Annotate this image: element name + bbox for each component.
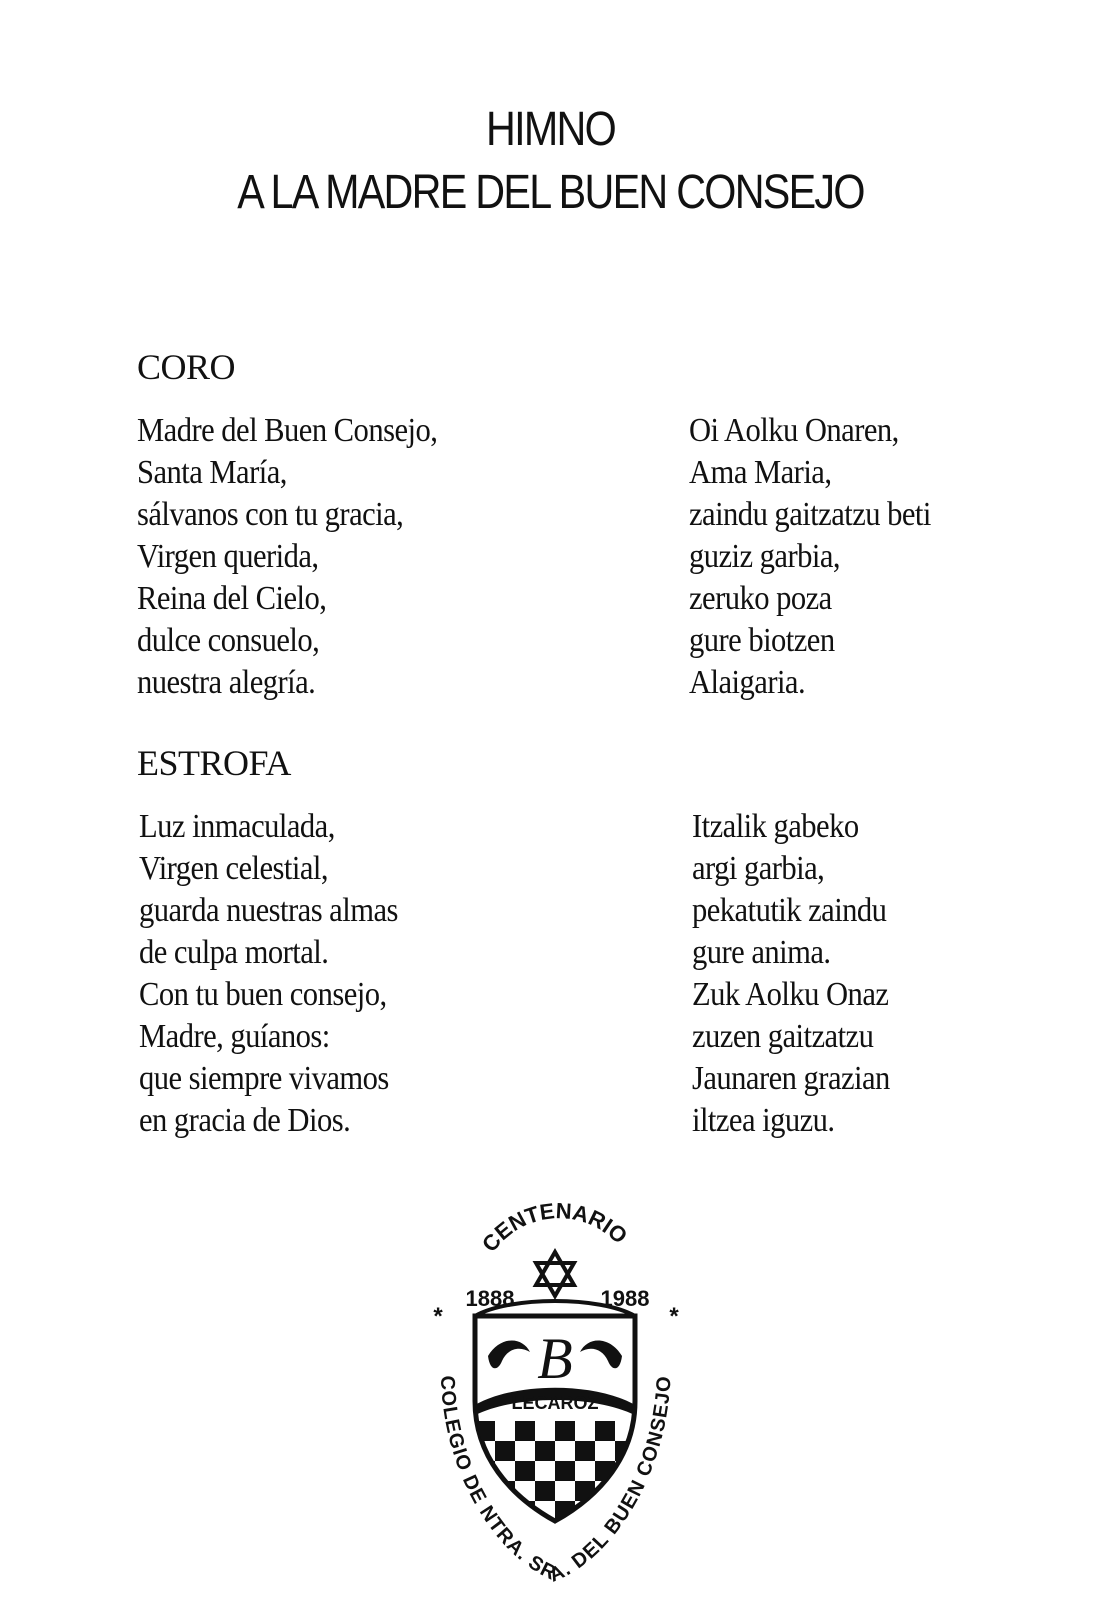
coro-basque (689, 410, 931, 704)
verse-line: iltzea iguzu. (692, 1102, 835, 1139)
estrofa-basque (692, 806, 890, 1142)
verse-line: argi garbia, (692, 850, 825, 887)
verse-line: gure anima. (692, 934, 831, 971)
verse-line: Itzalik gabeko (692, 808, 859, 845)
seal-arc-top: CENTENARIO (476, 1198, 633, 1257)
verse-line: Luz inmaculada, (139, 808, 335, 845)
verse-line: Reina del Cielo, (137, 580, 327, 617)
title-line-1: HIMNO (486, 103, 615, 156)
verse-line: nuestra alegría. (137, 664, 316, 701)
verse-line: Madre del Buen Consejo, (137, 412, 438, 449)
seal-year-end: 1988 (600, 1286, 650, 1311)
verse-line: Ama Maria, (689, 454, 832, 491)
verse-line: zuzen gaitzatzu (692, 1018, 874, 1055)
seal-banner: LECAROZ (511, 1393, 599, 1413)
verse-line: en gracia de Dios. (139, 1102, 351, 1139)
verse-line: guziz garbia, (689, 538, 841, 575)
verse-line: Jaunaren grazian (692, 1060, 890, 1097)
title-line-2: A LA MADRE DEL BUEN CONSEJO (237, 166, 864, 219)
estrofa-spanish (139, 806, 398, 1142)
verse-line: zaindu gaitzatzu beti (689, 496, 931, 533)
verse-line: Zuk Aolku Onaz (692, 976, 889, 1013)
coro-heading: CORO (137, 347, 236, 387)
seal-monogram: B (537, 1326, 573, 1391)
seal-separator-left: * (433, 1303, 443, 1330)
estrofa-heading: ESTROFA (137, 743, 291, 783)
verse-line: zeruko poza (689, 580, 832, 617)
verse-line: gure biotzen (689, 622, 835, 659)
star-of-david-icon (536, 1252, 574, 1296)
verse-line: Virgen celestial, (139, 850, 328, 887)
seal-year-start: 1888 (465, 1286, 515, 1311)
verse-line: Alaigaria. (689, 664, 806, 701)
verse-line: de culpa mortal. (139, 934, 329, 971)
school-seal (420, 1196, 690, 1596)
verse-line: Virgen querida, (137, 538, 319, 575)
seal-separator-right: * (669, 1303, 679, 1330)
verse-line: Oi Aolku Onaren, (689, 412, 899, 449)
verse-line: Santa María, (137, 454, 287, 491)
coro-spanish (137, 410, 437, 704)
verse-line: guarda nuestras almas (139, 892, 398, 929)
verse-line: Con tu buen consejo, (139, 976, 387, 1013)
verse-line: que siempre vivamos (139, 1060, 389, 1097)
seal-ring-text: COLEGIO DE NTRA. SRA. DEL BUEN CONSEJO (435, 1374, 676, 1587)
verse-line: Madre, guíanos: (139, 1018, 330, 1055)
verse-line: pekatutik zaindu (692, 892, 887, 929)
verse-line: sálvanos con tu gracia, (137, 496, 404, 533)
verse-line: dulce consuelo, (137, 622, 320, 659)
